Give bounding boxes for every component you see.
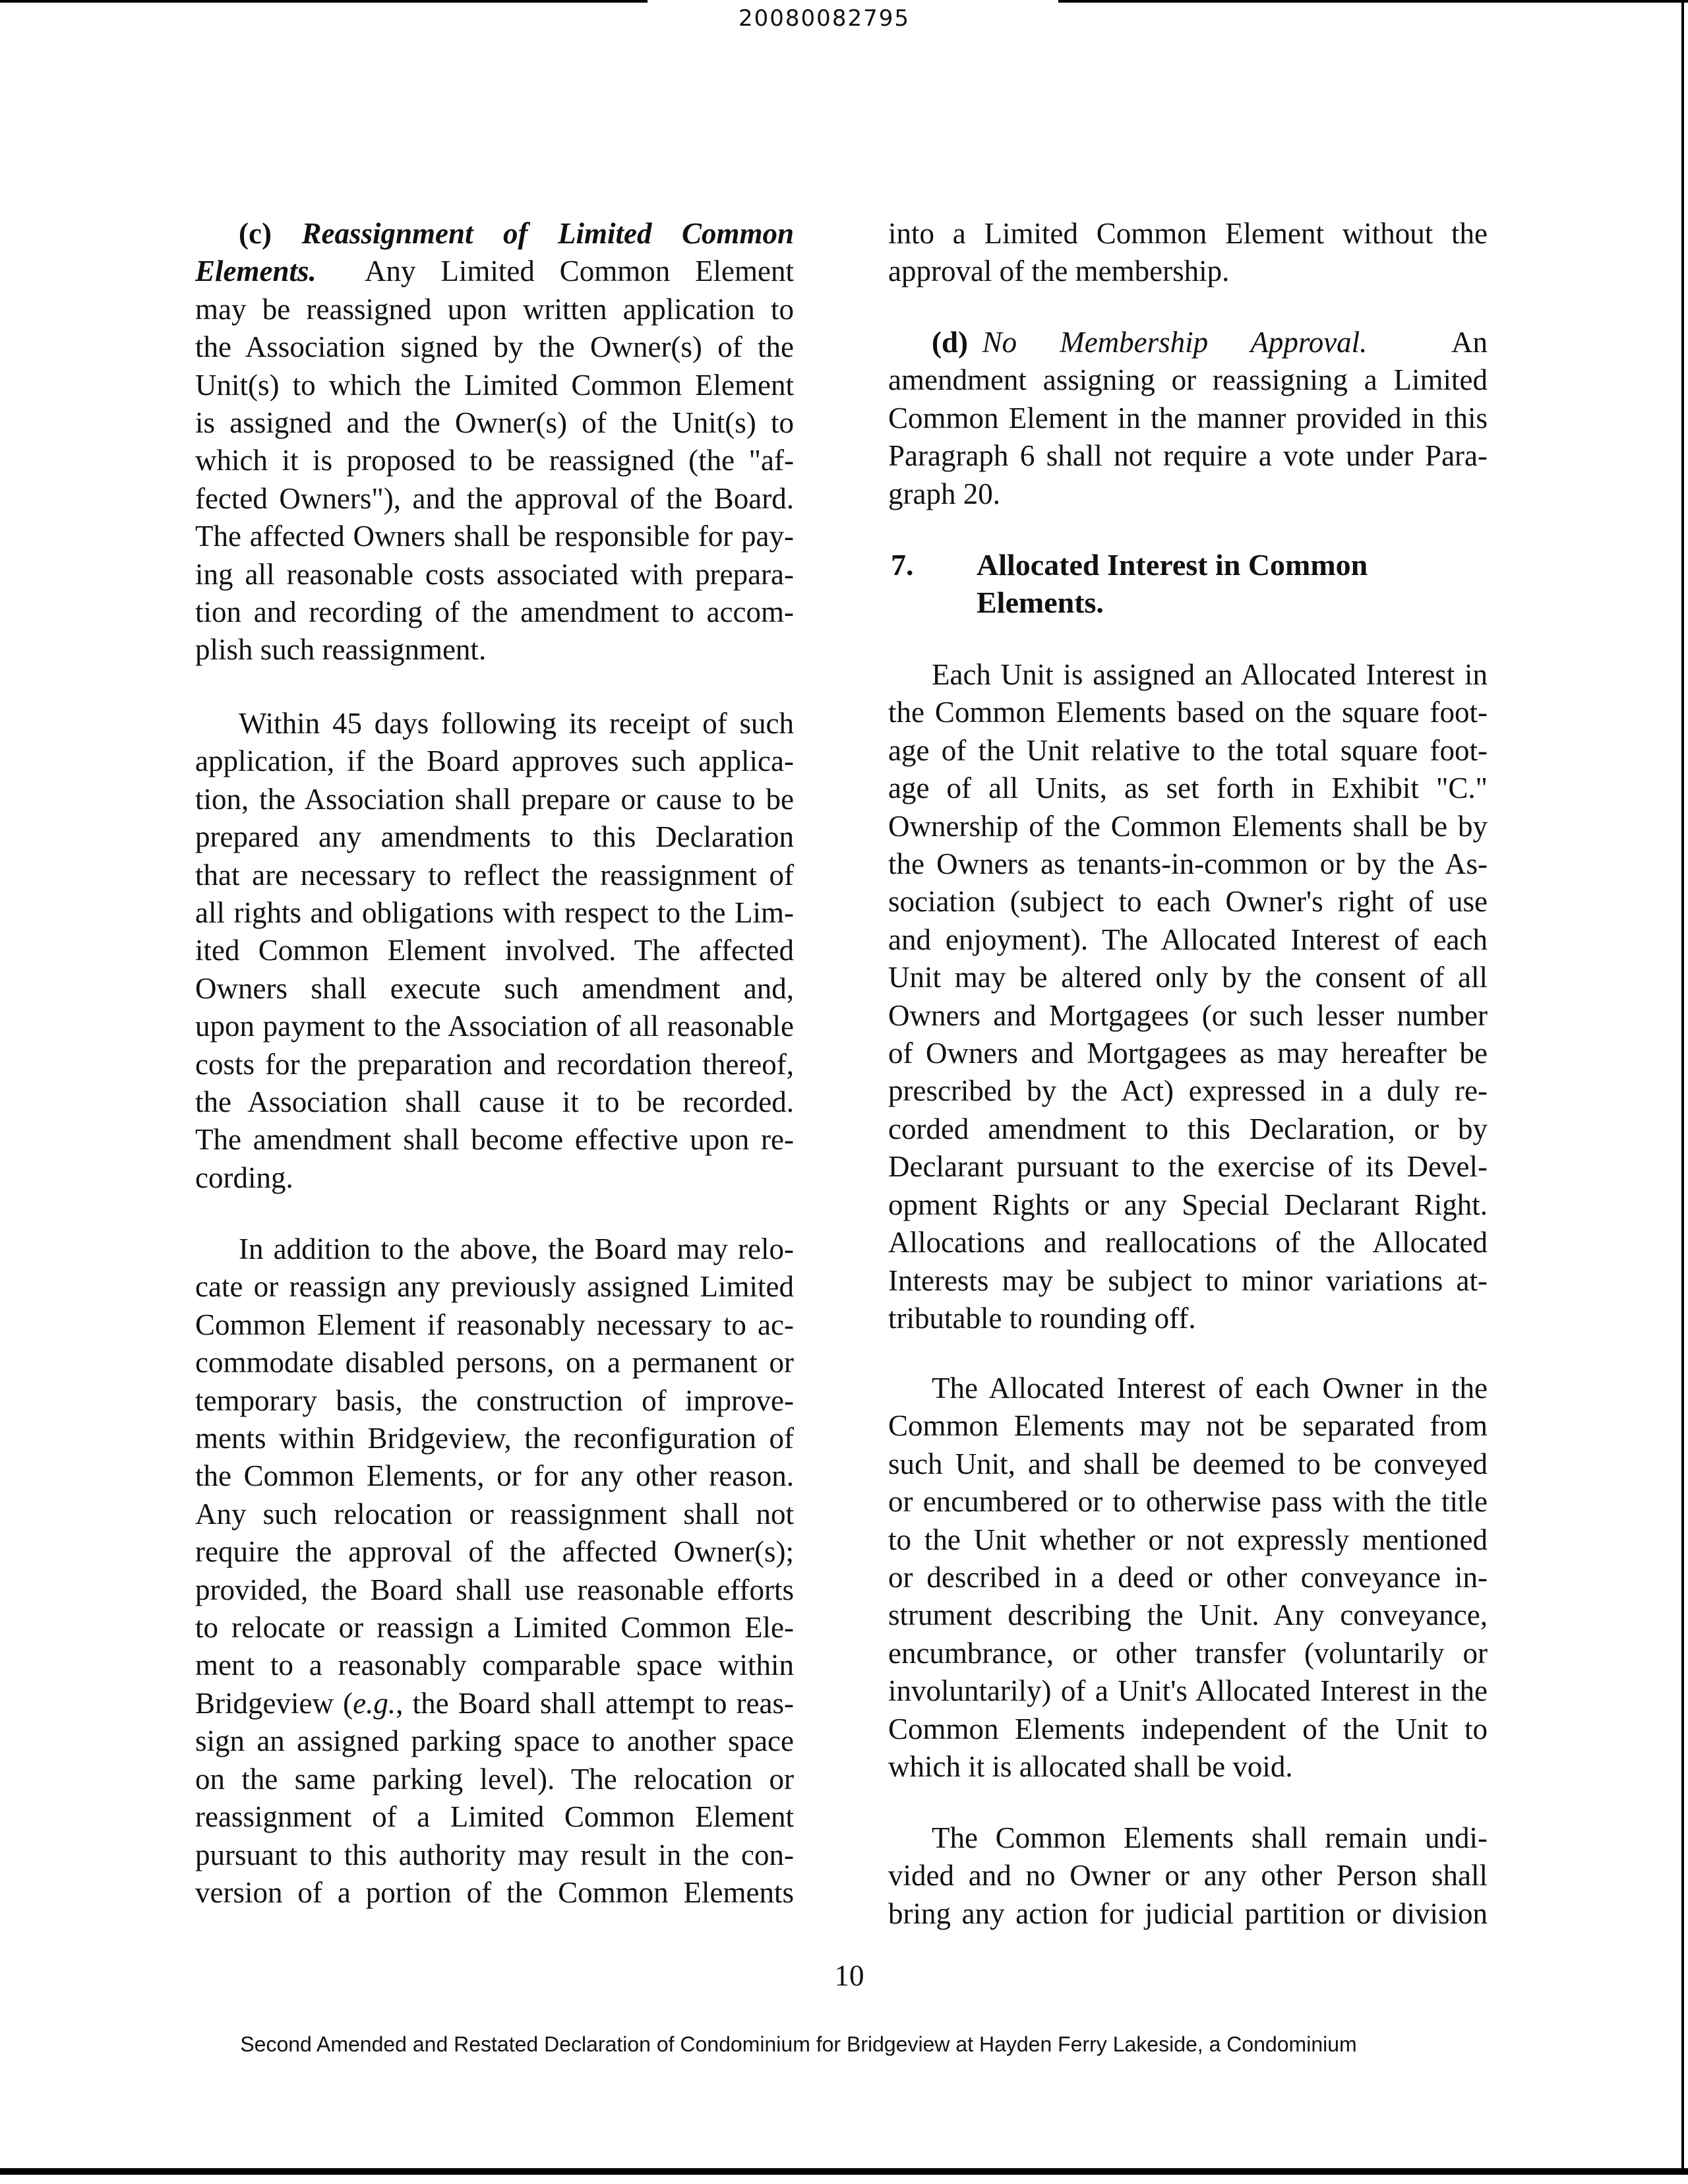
text-line: the Association signed by the Owner(s) of the xyxy=(195,330,794,364)
text-line: Ownership of the Common Elements shall be by xyxy=(888,809,1488,843)
text-line: bring any action for judicial partition or division xyxy=(888,1896,1488,1930)
text-line: Common Element if reasonably necessary to ac- xyxy=(195,1308,794,1341)
text-line: Each Unit is assigned an Allocated Interest in xyxy=(932,658,1488,691)
right-border xyxy=(1681,0,1684,2173)
text-line: to relocate or reassign a Limited Common Ele- xyxy=(195,1611,794,1645)
text-run: (d) xyxy=(932,326,982,359)
text-line: to the Unit whether or not expressly mentioned xyxy=(888,1523,1488,1556)
text-run: Any Limited Common Element xyxy=(316,255,794,288)
text-line: Common Element in the manner provided in this xyxy=(888,401,1488,435)
text-line: The Common Elements shall remain undi- xyxy=(932,1821,1488,1854)
text-line: may be reassigned upon written application to xyxy=(195,292,794,326)
text-run: (c) xyxy=(239,217,302,250)
text-line: the Association shall cause it to be recorded. xyxy=(195,1085,794,1119)
text-line: temporary basis, the construction of improve- xyxy=(195,1383,794,1417)
text-run: e.g. xyxy=(353,1686,396,1720)
text-run: Reassignment of Limited Common xyxy=(301,217,794,250)
left-paragraph-relocation xyxy=(195,1230,794,1912)
text-line: sign an assigned parking space to another space xyxy=(195,1724,794,1758)
text-line: the Common Elements based on the square foot- xyxy=(888,696,1488,729)
document-number: 20080082795 xyxy=(738,5,910,32)
section-title-line-1: Allocated Interest in Common xyxy=(977,548,1368,582)
text-line: Owners shall execute such amendment and, xyxy=(195,971,794,1005)
text-line: commodate disabled persons, on a permanent or xyxy=(195,1346,794,1380)
text-line: involuntarily) of a Unit's Allocated Interest in the xyxy=(888,1674,1488,1708)
text-line: or encumbered or to otherwise pass with the title xyxy=(888,1485,1488,1519)
text-line: require the approval of the affected Owner(s); xyxy=(195,1535,794,1569)
page-number: 10 xyxy=(834,1959,864,1992)
text-line: Common Elements may not be separated from xyxy=(888,1409,1488,1443)
left-paragraph-within-45-days xyxy=(195,705,794,1197)
text-line: Common Elements independent of the Unit to xyxy=(888,1712,1488,1745)
text-line: plish such reassignment. xyxy=(195,633,487,667)
right-paragraph-undivided xyxy=(888,1819,1488,1933)
text-line: pursuant to this authority may result in the con- xyxy=(195,1838,794,1871)
text-line: the Common Elements, or for any other reason. xyxy=(195,1459,794,1493)
text-run: An xyxy=(1367,326,1488,359)
text-line xyxy=(888,324,1488,361)
text-line: which it is allocated shall be void. xyxy=(888,1750,1293,1784)
text-line: provided, the Board shall use reasonable efforts xyxy=(195,1573,794,1606)
text-line: The Allocated Interest of each Owner in the xyxy=(932,1372,1488,1405)
text-line: Allocations and reallocations of the Allocated xyxy=(888,1226,1488,1259)
text-line: ited Common Element involved. The affected xyxy=(195,934,794,967)
text-line: Declarant pursuant to the exercise of its Devel- xyxy=(888,1150,1488,1184)
right-paragraph-continuation xyxy=(888,215,1488,291)
text-line: graph 20. xyxy=(888,477,1000,510)
text-line: Any such relocation or reassignment shall not xyxy=(195,1497,794,1531)
text-line: Interests may be subject to minor variations at- xyxy=(888,1263,1488,1297)
text-line: Paragraph 6 shall not require a vote under Para- xyxy=(888,439,1488,473)
text-line: ments within Bridgeview, the reconfiguration of xyxy=(195,1422,794,1455)
text-run: , the Board shall attempt to reas- xyxy=(396,1686,795,1720)
text-line: ing all reasonable costs associated with prepara- xyxy=(195,557,794,591)
section-number: 7. xyxy=(891,548,914,582)
text-line: on the same parking level). The relocation or xyxy=(195,1762,794,1796)
text-line xyxy=(195,215,794,253)
top-border-left xyxy=(0,0,648,3)
text-line: costs for the preparation and recordation thereof, xyxy=(195,1047,794,1081)
text-line: of Owners and Mortgagees as may hereafter be xyxy=(888,1037,1488,1070)
text-line: strument describing the Unit. Any conveyance, xyxy=(888,1598,1488,1632)
right-paragraph-allocated-interest xyxy=(888,656,1488,1337)
text-line: sociation (subject to each Owner's right of use xyxy=(888,885,1488,919)
text-line: fected Owners"), and the approval of the Board. xyxy=(195,481,794,515)
text-line: age of all Units, as set forth in Exhibit "C." xyxy=(888,772,1488,805)
text-line xyxy=(195,253,794,290)
text-line: or described in a deed or other conveyance in- xyxy=(888,1561,1488,1594)
section-title-line-2: Elements. xyxy=(977,586,1104,620)
bottom-border xyxy=(0,2168,1688,2175)
text-run: No Membership Approval. xyxy=(982,326,1368,359)
text-line: cate or reassign any previously assigned Limited xyxy=(195,1270,794,1304)
text-line: amendment assigning or reassigning a Limited xyxy=(888,363,1488,397)
text-line: prepared any amendments to this Declaration xyxy=(195,820,794,854)
text-line: upon payment to the Association of all reasonable xyxy=(195,1010,794,1043)
text-line: such Unit, and shall be deemed to be conveyed xyxy=(888,1447,1488,1480)
text-line: cording. xyxy=(195,1161,293,1194)
text-line: version of a portion of the Common Elements xyxy=(195,1875,794,1909)
text-line: The affected Owners shall be responsible for pay- xyxy=(195,520,794,553)
text-line: opment Rights or any Special Declarant Right. xyxy=(888,1188,1488,1221)
text-line: prescribed by the Act) expressed in a duly re- xyxy=(888,1074,1488,1108)
text-line: approval of the membership. xyxy=(888,255,1230,288)
text-line: age of the Unit relative to the total square foot- xyxy=(888,733,1488,767)
text-run: Elements. xyxy=(195,255,316,288)
text-line: which it is proposed to be reassigned (the "af- xyxy=(195,444,794,477)
text-line: all rights and obligations with respect to the Lim- xyxy=(195,896,794,930)
text-line: Unit(s) to which the Limited Common Element xyxy=(195,368,794,402)
text-line: tributable to rounding off. xyxy=(888,1301,1196,1335)
text-line: Within 45 days following its receipt of such xyxy=(239,707,794,740)
text-line: into a Limited Common Element without the xyxy=(888,217,1488,250)
section-title xyxy=(977,546,1368,622)
text-run: Bridgeview ( xyxy=(195,1686,353,1720)
text-line: tion and recording of the amendment to accom- xyxy=(195,595,794,629)
text-line xyxy=(195,1685,794,1722)
text-line: The amendment shall become effective upon re- xyxy=(195,1123,794,1157)
text-line: In addition to the above, the Board may relo- xyxy=(239,1232,794,1265)
text-line: the Owners as tenants-in-common or by the As- xyxy=(888,847,1488,881)
text-line: that are necessary to reflect the reassignment of xyxy=(195,858,794,892)
text-line: reassignment of a Limited Common Element xyxy=(195,1800,794,1834)
top-border-right xyxy=(1058,0,1688,3)
right-paragraph-no-membership-approval xyxy=(888,324,1488,513)
text-line: encumbrance, or other transfer (voluntarily or xyxy=(888,1636,1488,1670)
text-line: vided and no Owner or any other Person shall xyxy=(888,1859,1488,1893)
right-paragraph-not-separated xyxy=(888,1370,1488,1786)
text-line: corded amendment to this Declaration, or by xyxy=(888,1112,1488,1145)
left-paragraph-reassignment xyxy=(195,215,794,669)
text-line: Owners and Mortgagees (or such lesser number xyxy=(888,998,1488,1032)
text-line: tion, the Association shall prepare or cause to be xyxy=(195,782,794,816)
text-line: application, if the Board approves such applica- xyxy=(195,744,794,778)
text-line: and enjoyment). The Allocated Interest of each xyxy=(888,923,1488,956)
footer-text: Second Amended and Restated Declaration of Condominium for Bridgeview at Hayden Ferry Lakeside, a Condominium xyxy=(240,2032,1357,2056)
text-line: is assigned and the Owner(s) of the Unit(s) to xyxy=(195,406,794,440)
text-line: ment to a reasonably comparable space within xyxy=(195,1649,794,1682)
text-line: Unit may be altered only by the consent of all xyxy=(888,961,1488,994)
